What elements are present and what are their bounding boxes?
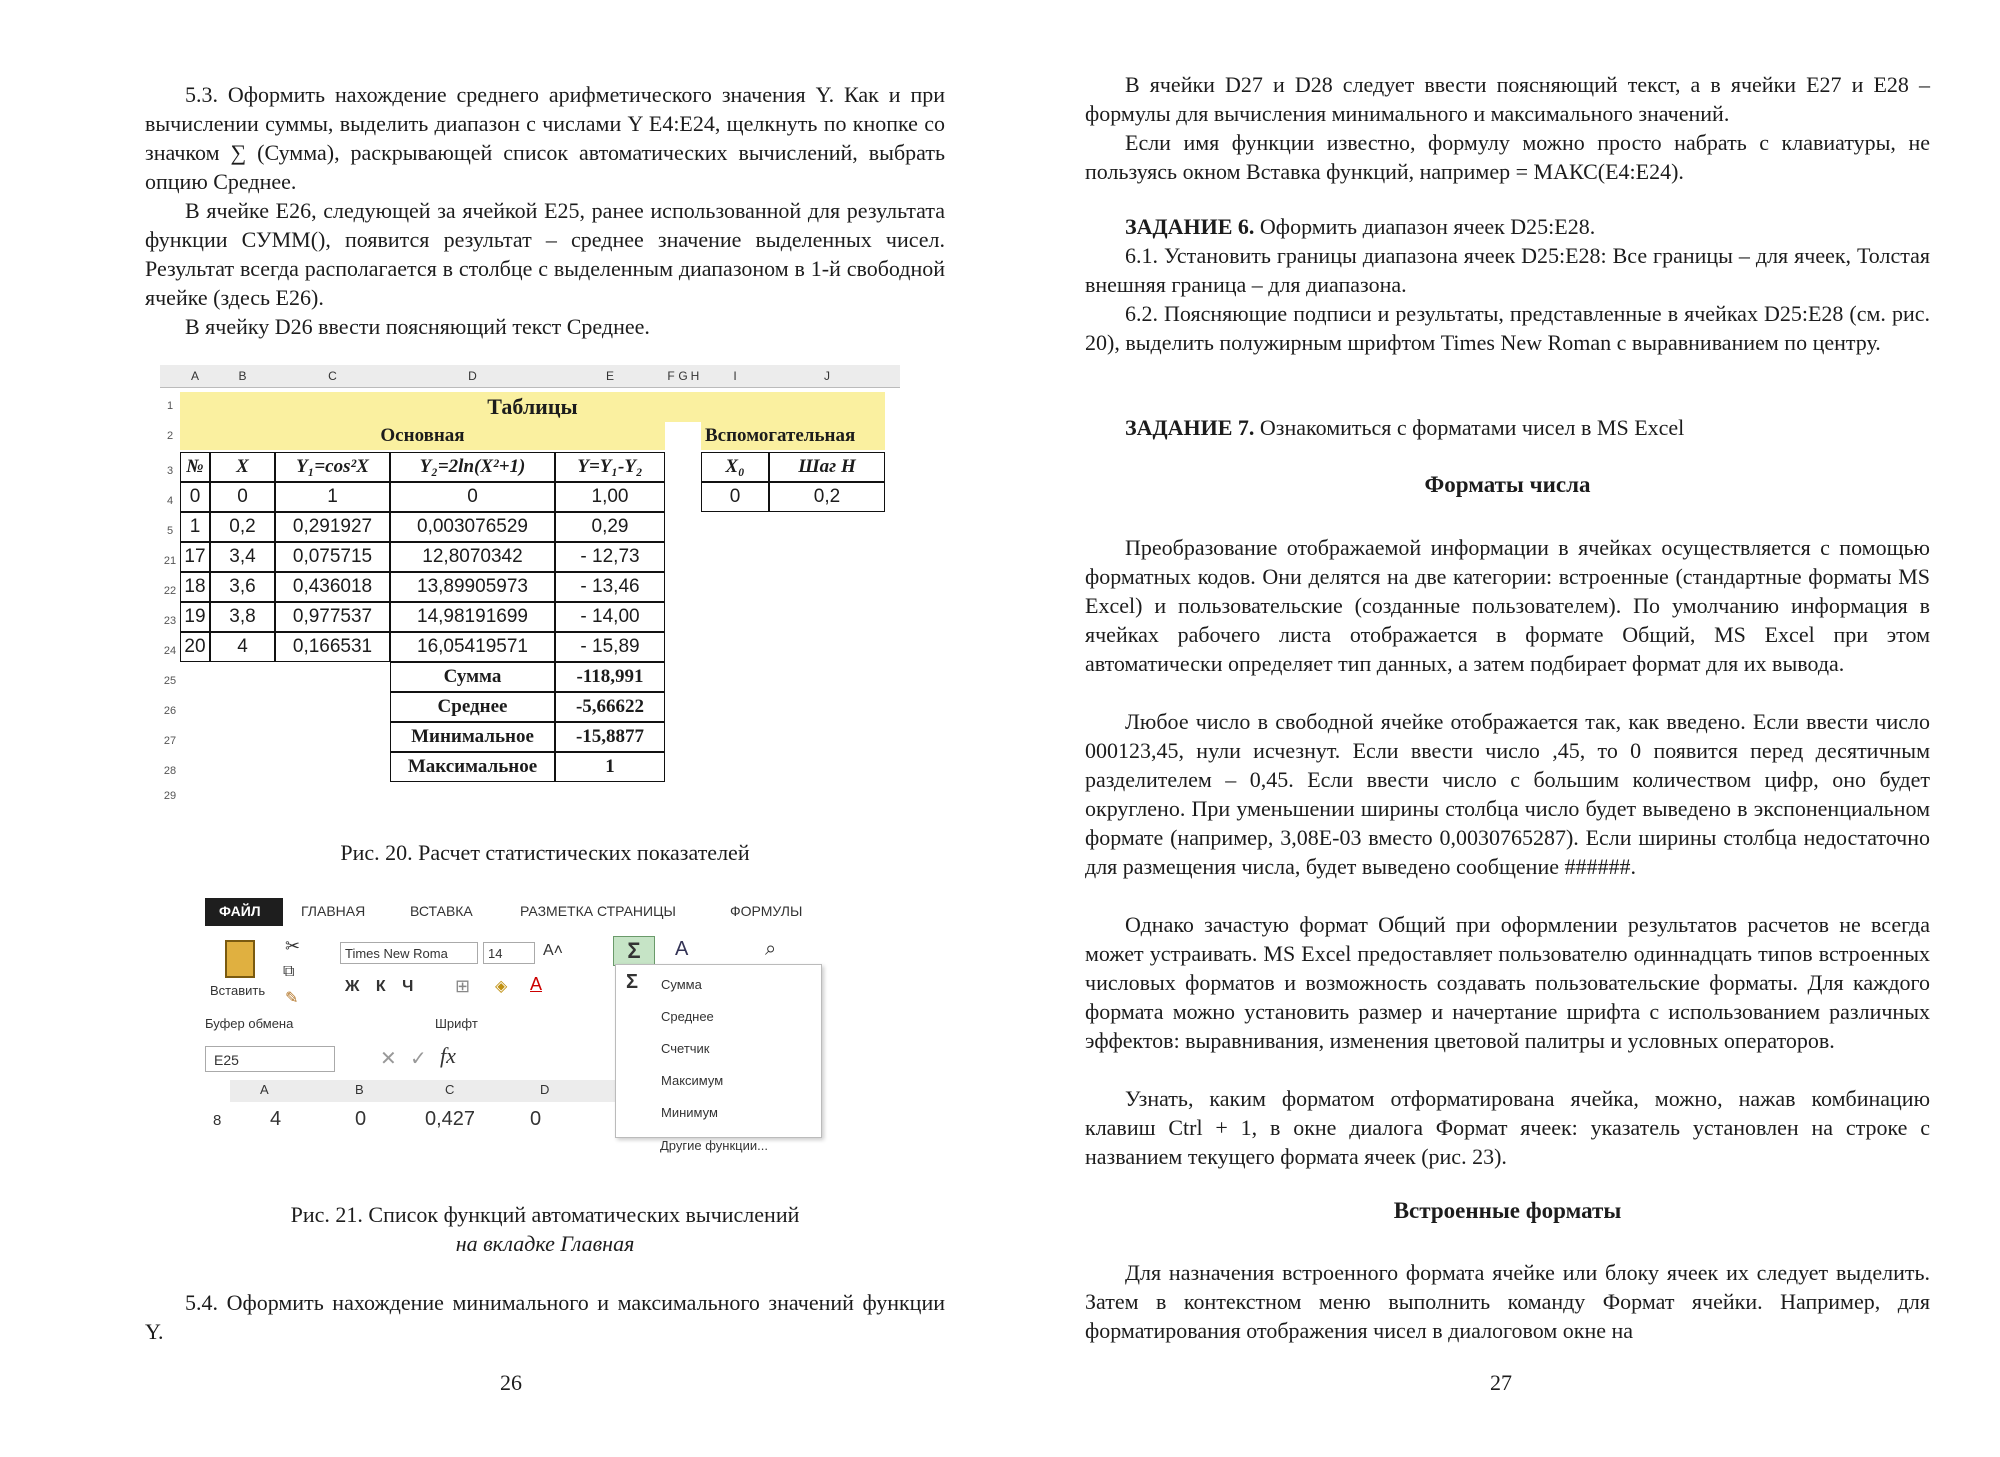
figure-21-ribbon <box>205 898 825 1178</box>
fx-icon[interactable]: fx <box>440 1043 456 1068</box>
tab-page-layout[interactable]: РАЗМЕТКА СТРАНИЦЫ <box>520 903 676 919</box>
summary-label: Минимальное <box>390 722 555 752</box>
row-header: 5 <box>166 525 174 537</box>
grid-row-header: 8 <box>213 1112 222 1129</box>
col-header: E <box>555 365 665 388</box>
row-header: 3 <box>166 465 174 477</box>
clipboard-group-label: Буфер обмена <box>205 1016 294 1031</box>
table-cell: 0,977537 <box>275 602 390 632</box>
row-header: 21 <box>163 555 177 567</box>
col-header: J <box>769 365 885 388</box>
table-cell: 0 <box>180 482 210 512</box>
row-header: 23 <box>163 615 177 627</box>
paragraph-e26: В ячейке E26, следующей за ячейкой E25, ранее использованной для результата функции СУММ(), появится результат – среднее значение выделенных чисел. Результат всегда располагается в столбце с выделенным диапазоном в 1-й свободной ячейке (здесь E26). <box>145 198 945 310</box>
aux-cell: 0,2 <box>769 482 885 512</box>
row-header: 22 <box>163 585 177 597</box>
table-cell: 0,291927 <box>275 512 390 542</box>
paragraph-any-number: Любое число в свободной ячейке отображается так, как введено. Если ввести число 000123,45, нули исчезнут. Если ввести число ,45, то 0 появится перед десятичным разделителем – 0,45. Если ввести число с большим количеством цифр, оно будет округлено. При уменьшении ширины столбца число будет выведено в экспоненциальном формате (например, 3,08E-03 вместо 0,0030765287). Если ширины столбца недостаточно для размещения числа, будет выведено сообщение ######. <box>1085 709 1930 879</box>
main-col-header: Y₂=2ln(X²+1) <box>390 452 555 482</box>
col-header: B <box>210 365 275 388</box>
main-table-header: Основная <box>180 422 665 450</box>
table-cell: 13,89905973 <box>390 572 555 602</box>
grid-col-header: D <box>540 1082 550 1097</box>
paragraph-d26: В ячейку D26 ввести поясняющий текст Среднее. <box>185 314 650 339</box>
fill-color-icon[interactable]: ◈ <box>495 978 508 995</box>
autosum-dropdown <box>615 964 822 1138</box>
table-cell: - 12,73 <box>555 542 665 572</box>
font-name-select[interactable]: Times New Roma <box>340 942 478 964</box>
summary-value: -5,66622 <box>555 692 665 722</box>
summary-value: 1 <box>555 752 665 782</box>
table-cell: 3,6 <box>210 572 275 602</box>
table-cell: 3,8 <box>210 602 275 632</box>
font-color-icon[interactable]: A <box>530 974 543 994</box>
table-cell: - 15,89 <box>555 632 665 662</box>
paragraph-general-format: Однако зачастую формат Общий при оформлении результатов расчетов не всегда может устраивать. MS Excel предоставляет пользователю одиннадцать типов встроенных числовых форматов и возможность создавать пользовательские форматы. Для каждого формата можно установить размер и начертание шрифта с использованием различных эффектов: выравнивания, изменения цветовой палитры и условных операторов. <box>1085 912 1930 1053</box>
main-col-header: Y₁=cos²X <box>275 452 390 482</box>
table-cell: 19 <box>180 602 210 632</box>
grid-cell[interactable]: 0 <box>530 1108 542 1130</box>
row-header: 24 <box>163 645 177 657</box>
table-cell: 0,003076529 <box>390 512 555 542</box>
caption-figure-21-line2: на вкладке Главная <box>455 1231 635 1256</box>
grid-cell[interactable]: 4 <box>270 1108 282 1130</box>
grid-cell[interactable]: 0 <box>355 1108 367 1130</box>
table-cell: 3,4 <box>210 542 275 572</box>
main-col-header: Y=Y₁-Y₂ <box>555 452 665 482</box>
row-header: 28 <box>163 765 177 777</box>
enter-icon[interactable]: ✓ <box>410 1048 427 1070</box>
task-6-text: Оформить диапазон ячеек D25:E28. <box>1254 214 1596 239</box>
col-header: F <box>665 365 677 388</box>
aux-table-header: Вспомогательная <box>701 422 885 450</box>
menu-item-more[interactable]: Другие функции... <box>660 1138 768 1153</box>
summary-label: Максимальное <box>390 752 555 782</box>
paragraph-5-4: 5.4. Оформить нахождение минимального и максимального значений функции Y. <box>145 1290 945 1344</box>
right-page <box>1000 0 2000 1457</box>
summary-label: Среднее <box>390 692 555 722</box>
col-header: A <box>180 365 210 388</box>
tab-home[interactable]: ГЛАВНАЯ <box>301 903 366 919</box>
task-6 <box>1085 212 1930 241</box>
table-cell: 12,8070342 <box>390 542 555 572</box>
tab-file[interactable]: ФАЙЛ <box>219 903 261 919</box>
summary-label: Сумма <box>390 662 555 692</box>
row-header: 2 <box>166 430 174 442</box>
sum-icon: Σ <box>626 971 639 993</box>
font-grow-icon[interactable]: A˄ <box>543 942 564 959</box>
autosum-button[interactable]: Σ <box>613 936 655 966</box>
table-cell: 0,2 <box>210 512 275 542</box>
table-cell: - 13,46 <box>555 572 665 602</box>
task-7-text: Ознакомиться с форматами чисел в MS Excel <box>1254 415 1685 440</box>
aux-col-header: X₀ <box>701 452 769 482</box>
name-box[interactable]: E25 <box>205 1046 335 1072</box>
main-col-header: № <box>180 452 210 482</box>
main-col-header: X <box>210 452 275 482</box>
paste-label[interactable]: Вставить <box>210 983 266 998</box>
paste-icon[interactable] <box>225 940 255 978</box>
col-header: C <box>275 365 390 388</box>
aux-cell: 0 <box>701 482 769 512</box>
task-7 <box>1085 413 1930 442</box>
table-cell: 0,075715 <box>275 542 390 572</box>
page-number-right: 27 <box>1490 1370 1512 1395</box>
paragraph-builtin: Для назначения встроенного формата ячейке или блоку ячеек их следует выделить. Затем в контекстном меню выполнить команду Формат ячейки. Например, для форматирования отображения чисел в диалоговом окне на <box>1085 1260 1930 1343</box>
row-header: 27 <box>163 735 177 747</box>
caption-figure-21-line1: Рис. 21. Список функций автоматических вычислений <box>290 1202 800 1227</box>
paragraph-6-2: 6.2. Поясняющие подписи и результаты, представленные в ячейках D25:E28 (см. рис. 20), выделить полужирным шрифтом Times New Roman с выравниванием по центру. <box>1085 301 1930 355</box>
table-cell: 18 <box>180 572 210 602</box>
task-7-label: ЗАДАНИЕ 7. <box>1125 415 1255 440</box>
table-cell: - 14,00 <box>555 602 665 632</box>
col-header: H <box>689 365 701 388</box>
row-header: 1 <box>166 400 174 412</box>
font-style-buttons[interactable]: Ж К Ч <box>345 978 420 995</box>
col-header: I <box>701 365 769 388</box>
sort-filter-icon[interactable]: A <box>675 938 689 960</box>
cancel-icon[interactable]: ✕ <box>380 1048 397 1070</box>
table-cell: 0,166531 <box>275 632 390 662</box>
tab-insert[interactable]: ВСТАВКА <box>410 903 473 919</box>
heading-builtin-formats: Встроенные форматы <box>1393 1198 1622 1223</box>
paragraph-ctrl-1: Узнать, каким форматом отформатирована ячейка, можно, нажав комбинацию клавиш Ctrl + 1, в окне диалога Формат ячеек: указатель установлен на строке с названием текущего формата ячеек (рис. 23). <box>1085 1086 1930 1169</box>
table-cell: 17 <box>180 542 210 572</box>
menu-item-max[interactable]: Максимум <box>661 1073 724 1088</box>
grid-col-header: B <box>355 1082 364 1097</box>
task-6-label: ЗАДАНИЕ 6. <box>1125 214 1255 239</box>
menu-item-count[interactable]: Счетчик <box>661 1041 710 1056</box>
row-header: 29 <box>163 790 177 802</box>
heading-number-formats: Форматы числа <box>1424 472 1591 497</box>
table-cell: 0 <box>210 482 275 512</box>
aux-col-header: Шаг H <box>769 452 885 482</box>
grid-cell[interactable]: 0,427 <box>425 1108 476 1130</box>
row-header: 26 <box>163 705 177 717</box>
summary-value: -15,8877 <box>555 722 665 752</box>
table-cell: 4 <box>210 632 275 662</box>
tab-formulas[interactable]: ФОРМУЛЫ <box>730 903 803 919</box>
table-cell: 1 <box>180 512 210 542</box>
cut-icon[interactable]: ✂ <box>285 936 301 956</box>
row-header: 4 <box>166 495 174 507</box>
font-group-label: Шрифт <box>435 1016 478 1031</box>
table-cell: 0,436018 <box>275 572 390 602</box>
grid-col-bar <box>230 1080 615 1102</box>
menu-item-average[interactable]: Среднее <box>661 1009 714 1024</box>
caption-figure-20: Рис. 20. Расчет статистических показателей <box>340 840 750 865</box>
table-title: Таблицы <box>180 392 885 422</box>
table-cell: 14,98191699 <box>390 602 555 632</box>
table-cell: 0,29 <box>555 512 665 542</box>
paragraph-format-codes: Преобразование отображаемой информации в ячейках осуществляется с помощью форматных кодов. Они делятся на две категории: встроенные (стандартные форматы MS Excel) и пользовательские (созданные пользователем). По умолчанию информация в ячейках рабочего листа отображается в формате Общий, MS Excel при этом автоматически определяет тип данных, а затем подбирает формат для их вывода. <box>1085 535 1930 676</box>
paragraph-6-1: 6.1. Установить границы диапазона ячеек D25:E28: Все границы – для ячеек, Толстая внешняя граница – для диапазона. <box>1085 243 1930 297</box>
col-header: G <box>677 365 689 388</box>
summary-value: -118,991 <box>555 662 665 692</box>
table-cell: 1 <box>275 482 390 512</box>
table-cell: 20 <box>180 632 210 662</box>
menu-item-sum[interactable]: Сумма <box>661 977 702 992</box>
row-header: 25 <box>163 675 177 687</box>
paragraph-function-name: Если имя функции известно, формулу можно просто набрать с клавиатуры, не пользуясь окном Вставка функций, например = МАКС(E4:E24). <box>1085 130 1930 184</box>
paragraph-d27: В ячейки D27 и D28 следует ввести поясняющий текст, а в ячейки E27 и E28 – формулы для вычисления минимального и максимального значений. <box>1085 72 1930 126</box>
table-cell: 16,05419571 <box>390 632 555 662</box>
grid-col-header: A <box>260 1082 269 1097</box>
page-number-left: 26 <box>500 1370 522 1395</box>
format-painter-icon[interactable]: ✎ <box>285 990 299 1007</box>
col-header: D <box>390 365 555 388</box>
figure-20-spreadsheet <box>160 365 900 805</box>
table-cell: 0 <box>390 482 555 512</box>
paragraph-5-3: 5.3. Оформить нахождение среднего арифметического значения Y. Как и при вычислении суммы, выделить диапазон с числами Y E4:E24, щелкнуть по кнопке со значком ∑ (Сумма), раскрывающей список автоматических вычислений, выбрать опцию Среднее. <box>145 82 945 194</box>
grid-col-header: C <box>445 1082 455 1097</box>
find-icon[interactable]: ⌕ <box>765 938 777 960</box>
borders-icon[interactable]: ⊞ <box>455 976 471 996</box>
menu-item-min[interactable]: Минимум <box>661 1105 718 1120</box>
copy-icon[interactable]: ⧉ <box>283 963 295 980</box>
table-cell: 1,00 <box>555 482 665 512</box>
font-size-select[interactable]: 14 <box>483 942 535 964</box>
